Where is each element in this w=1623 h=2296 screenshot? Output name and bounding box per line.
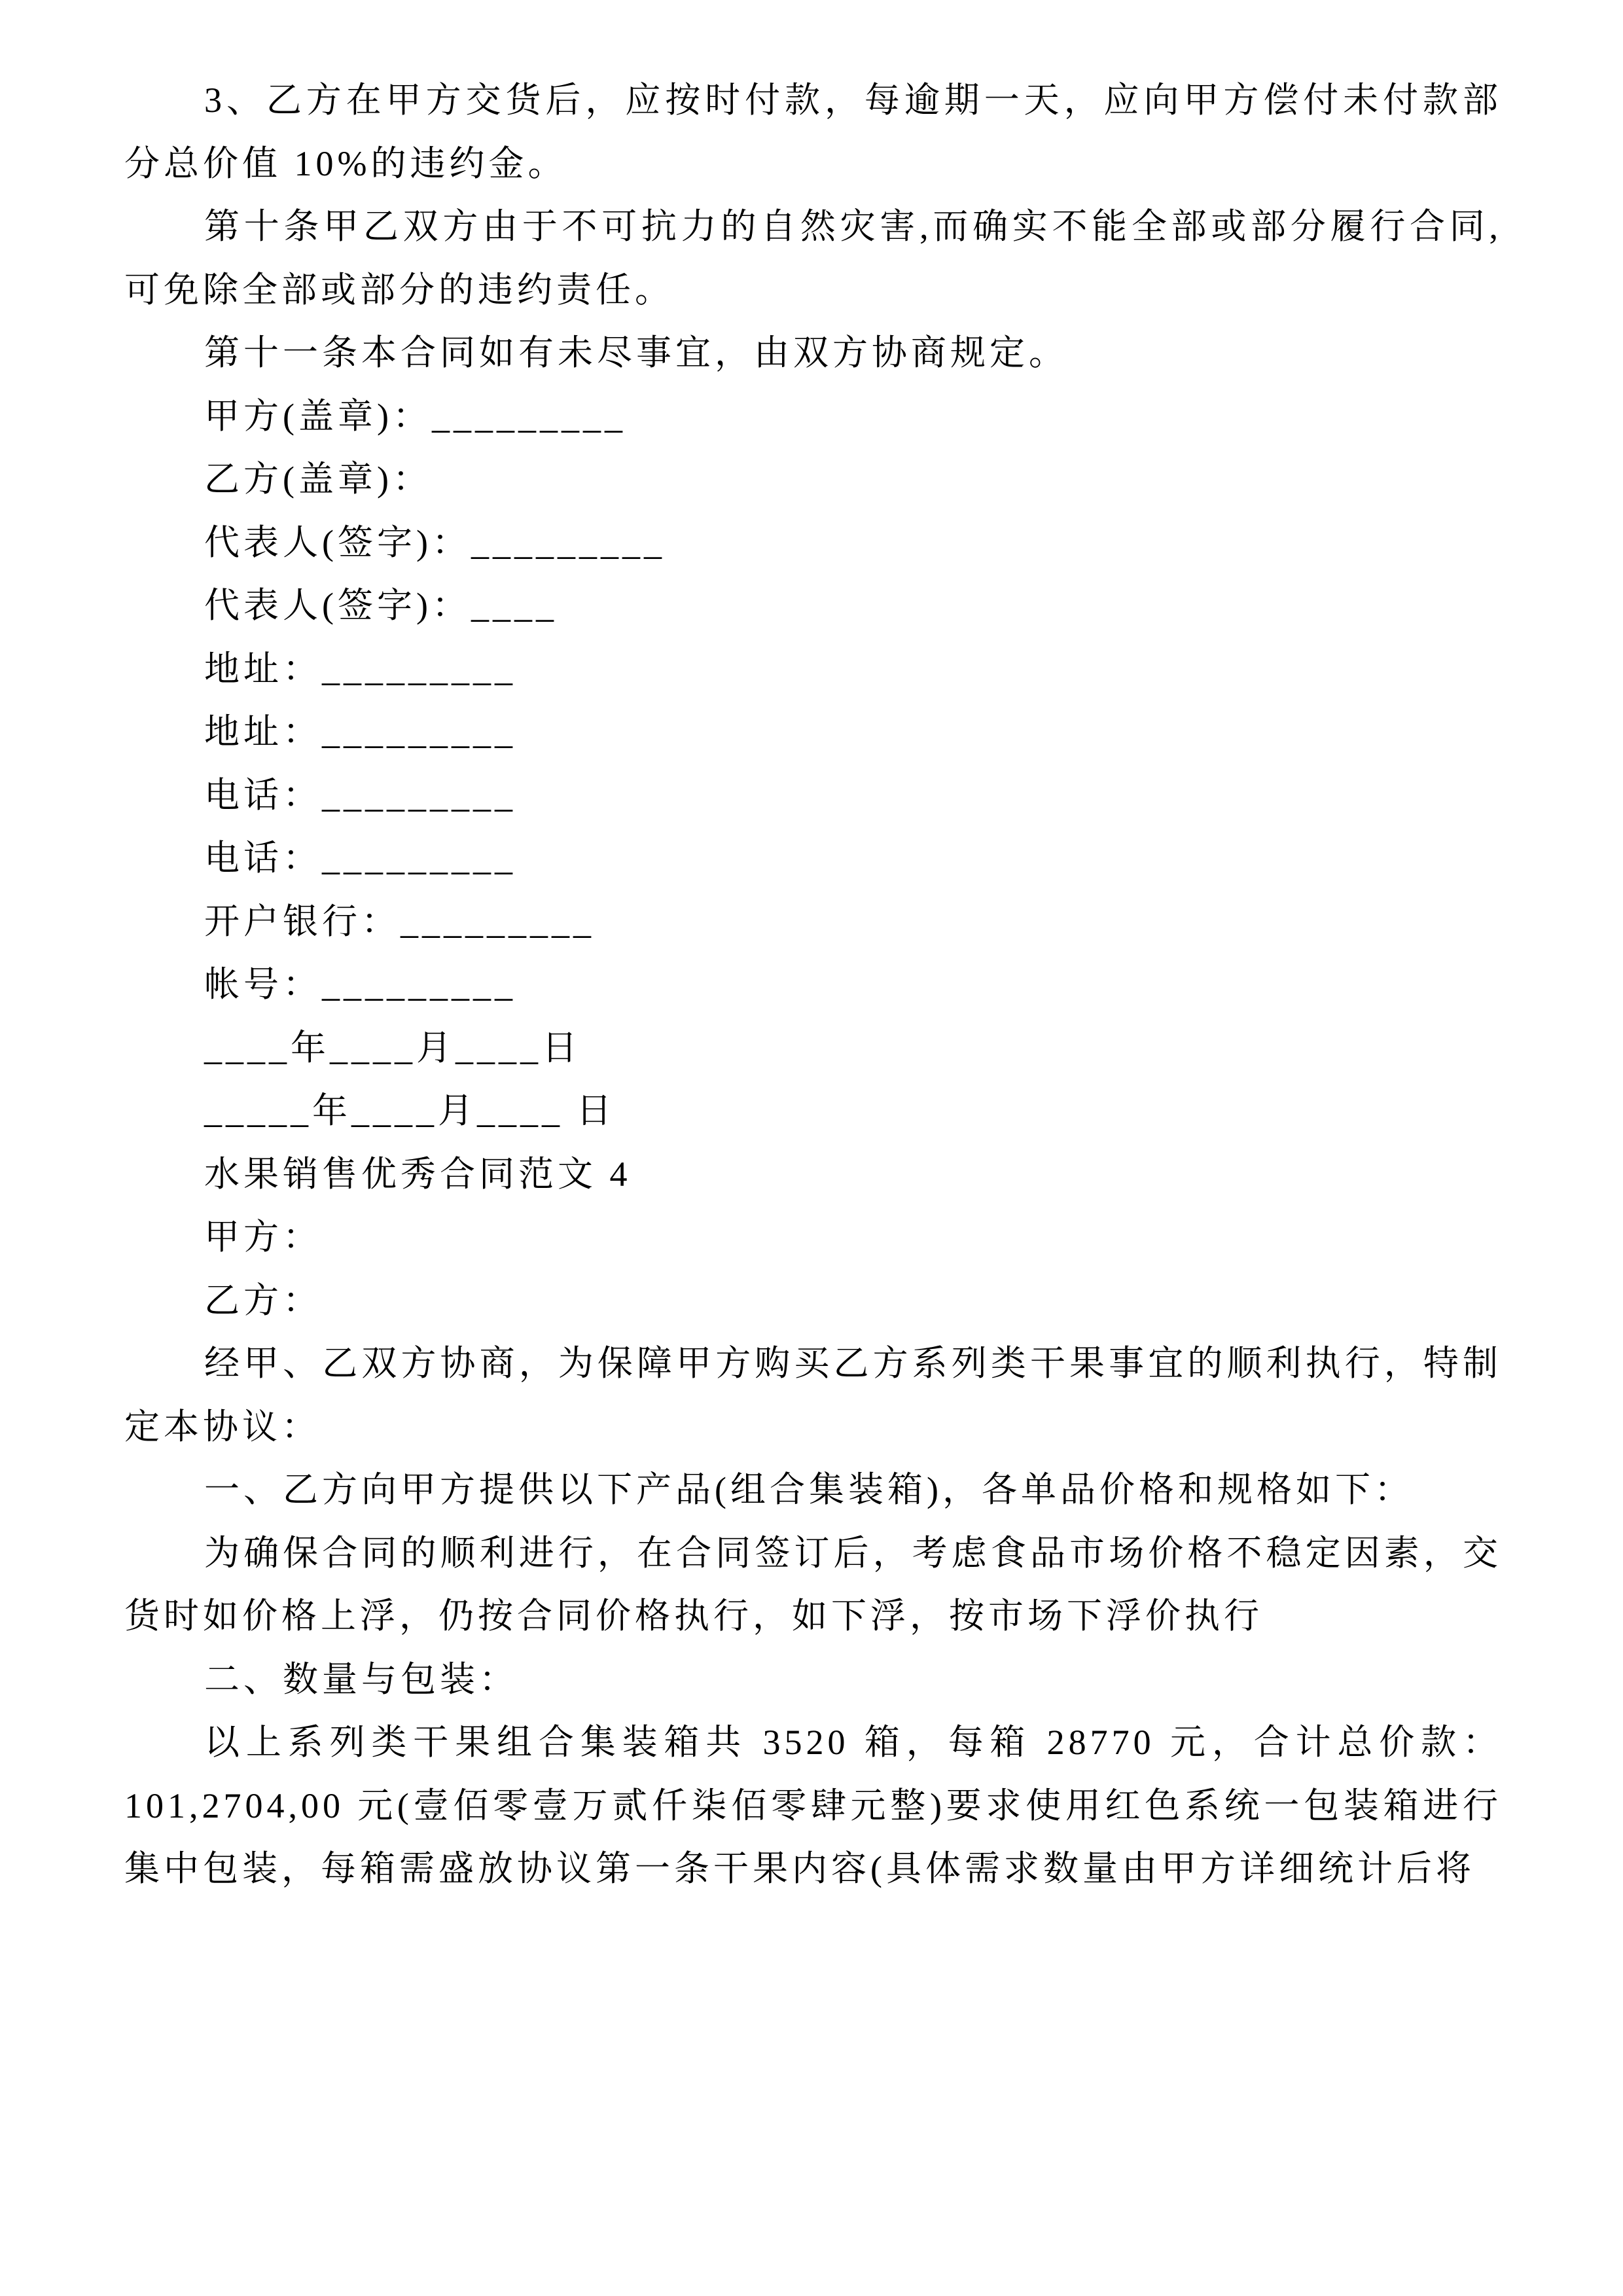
contract-body [124, 69, 1502, 1901]
paragraph-price-adjustment: 为确保合同的顺利进行，在合同签订后，考虑食品市场价格不稳定因素，交货时如价格上浮，仍按合同价格执行，如下浮，按市场下浮价执行 [124, 1533, 1502, 1636]
field-party-b: 乙方： [204, 1280, 322, 1320]
paragraph-section-1-products: 一、乙方向甲方提供以下产品(组合集装箱)，各单品价格和规格如下： [204, 1470, 1414, 1509]
paragraph-clause-3: 3、乙方在甲方交货后，应按时付款，每逾期一天，应向甲方偿付未付款部分总价值 10%的违约金。 [124, 81, 1502, 183]
field-party-a-seal: 甲方(盖章)：_________ [204, 396, 626, 436]
paragraph-preamble: 经甲、乙双方协商，为保障甲方购买乙方系列类干果事宜的顺利执行，特制定本协议： [124, 1344, 1502, 1446]
field-bank: 开户银行：_________ [204, 901, 595, 941]
section-title-sample-4: 水果销售优秀合同范文 4 [204, 1154, 632, 1194]
paragraph-clause-11: 第十一条本合同如有未尽事宜，由双方协商规定。 [204, 333, 1068, 372]
field-date-a: ____年____月____日 [204, 1028, 581, 1067]
paragraph-clause-10: 第十条甲乙双方由于不可抗力的自然灾害,而确实不能全部或部分履行合同,可免除全部或部分的违约责任。 [124, 207, 1502, 310]
field-phone-b: 电话：_________ [204, 838, 516, 878]
field-account-number: 帐号：_________ [204, 965, 516, 1004]
paragraph-quantity-packaging: 以上系列类干果组合集装箱共 3520 箱，每箱 28770 元，合计总价款：101,2704,00 元(壹佰零壹万贰仟柒佰零肆元整)要求使用红色系统一包装箱进行集中包装，每箱需盛放协议第一条干果内容(具体需求数量由甲方详细统计后将 [124, 1723, 1502, 1888]
field-address-a: 地址：_________ [204, 649, 516, 689]
field-representative-a-signature: 代表人(签字)：_________ [204, 522, 666, 562]
field-phone-a: 电话：_________ [204, 775, 516, 815]
paragraph-section-2-heading: 二、数量与包装： [204, 1659, 518, 1699]
field-representative-b-signature: 代表人(签字)：____ [204, 586, 558, 625]
field-party-b-seal: 乙方(盖章)： [204, 459, 432, 499]
field-date-b: _____年____月____ 日 [204, 1091, 616, 1130]
field-party-a: 甲方： [204, 1217, 322, 1257]
field-address-b: 地址：_________ [204, 712, 516, 751]
